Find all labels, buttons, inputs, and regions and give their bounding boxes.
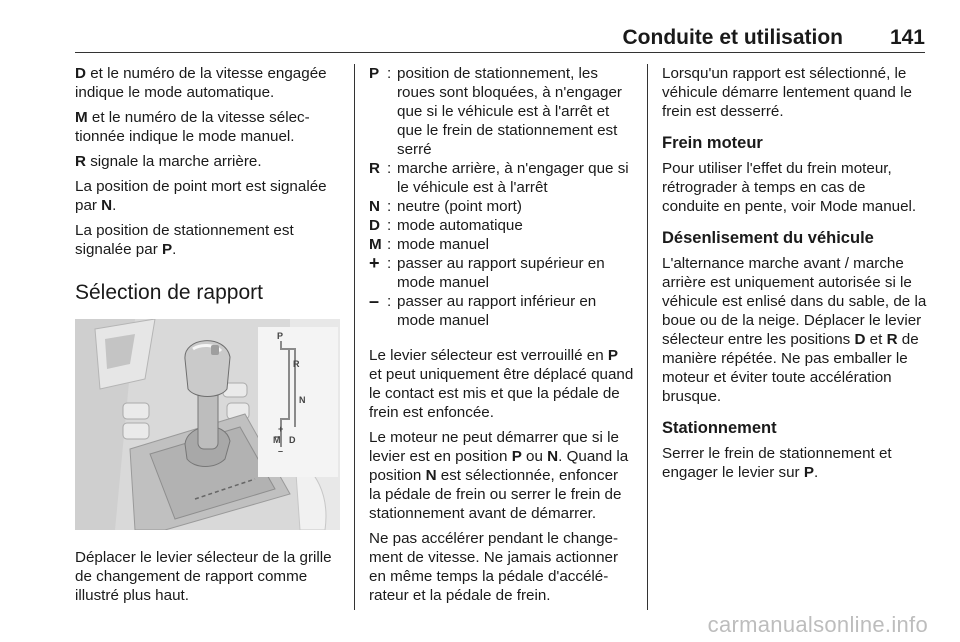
- paragraph-engine-start: Le moteur ne peut démarrer que si le levier est en position P ou N. Quand la position N est sélectionnée, enfoncer la pédale de frein ou serrer le frein de stationnement avant de démarrer.: [369, 429, 629, 522]
- list-item: M : mode manuel: [369, 236, 490, 253]
- column-divider-1: [354, 64, 355, 610]
- list-item: D : mode automatique: [369, 217, 523, 234]
- heading-gear-selection: Sélection de rapport: [75, 281, 263, 304]
- page-header: [75, 26, 925, 50]
- paragraph-m-mode: M et le numéro de la vitesse sélectionnée indique le mode manuel.: [75, 109, 310, 145]
- gate-label-minus: –: [278, 446, 284, 456]
- paragraph-no-acceleration: Ne pas accélérer pendant le changement de vitesse. Ne jamais actionner en même temps la pédale d'accélérateur et la pédale de frein.: [369, 530, 619, 604]
- gear-lever-drawing: [75, 319, 340, 530]
- column-1: [75, 64, 340, 611]
- paragraph-parking: Serrer le frein de stationnement et engager le levier sur P.: [662, 445, 892, 481]
- list-item: R : marche arrière, à n'engager que si le véhicule est à l'arrêt: [369, 160, 629, 196]
- gate-label-plus: +: [278, 424, 284, 434]
- minus-icon: –: [369, 291, 380, 311]
- paragraph-d-mode: D et le numéro de la vitesse engagée indique le mode automatique.: [75, 65, 327, 101]
- paragraph-park: La position de stationnement est signalée par P.: [75, 222, 294, 258]
- gear-lever-illustration: [75, 319, 340, 530]
- paragraph-unstuck: L'alternance marche avant / marche arrière est uniquement autorisée si le véhicule est enlisé dans du sable, de la boue ou de la neige. Déplacer le levier sélecteur entre les positions D et R de manière répétée. Ne pas emballer le moteur et éviter toute accélération brusque.: [662, 255, 927, 405]
- paragraph-neutral: La position de point mort est signalée par N.: [75, 178, 327, 214]
- gate-label-m: M: [273, 435, 281, 445]
- heading-engine-brake: Frein moteur: [662, 134, 763, 152]
- gear-position-list: [369, 64, 634, 330]
- list-item: P : position de stationnement, les roues sont bloquées, à n'engager que si le véhicule est à l'arrêt et que le frein de stationnement est serré: [369, 65, 622, 158]
- list-item: + : passer au rapport supérieur en mode manuel: [369, 253, 605, 291]
- column-3: [662, 64, 927, 488]
- gate-label-d: D: [289, 435, 296, 445]
- section-title: Conduite et utilisation: [622, 26, 843, 49]
- plus-icon: +: [369, 253, 380, 273]
- paragraph-lever-lock: Le levier sélecteur est verrouillé en P et peut uniquement être déplacé quand le contact est mis et que la pédale de frein est enfoncée.: [369, 347, 634, 421]
- watermark-text: carmanualsonline.info: [707, 612, 928, 637]
- gate-label-p: P: [277, 331, 284, 341]
- figure-caption: Déplacer le levier sélecteur de la grille de changement de rapport comme illustré plus haut.: [75, 549, 332, 604]
- list-item: N : neutre (point mort): [369, 198, 522, 215]
- paragraph-reverse: R signale la marche arrière.: [75, 153, 262, 170]
- header-rule: [75, 52, 925, 53]
- page-number: 141: [889, 26, 925, 49]
- gate-label-r: R: [293, 359, 300, 369]
- gate-label-n: N: [299, 395, 306, 405]
- heading-unstuck: Désenlisement du véhicule: [662, 229, 874, 247]
- column-2: [369, 64, 634, 611]
- paragraph-engine-brake: Pour utiliser l'effet du frein moteur, rétrograder à temps en cas de conduite en pente, voir Mode manuel.: [662, 160, 917, 215]
- paragraph-gear-selected: Lorsqu'un rapport est sélectionné, le véhicule démarre lentement quand le frein est desserré.: [662, 65, 912, 120]
- column-divider-2: [647, 64, 648, 610]
- list-item: – : passer au rapport inférieur en mode manuel: [369, 291, 597, 329]
- heading-parking: Stationnement: [662, 419, 777, 437]
